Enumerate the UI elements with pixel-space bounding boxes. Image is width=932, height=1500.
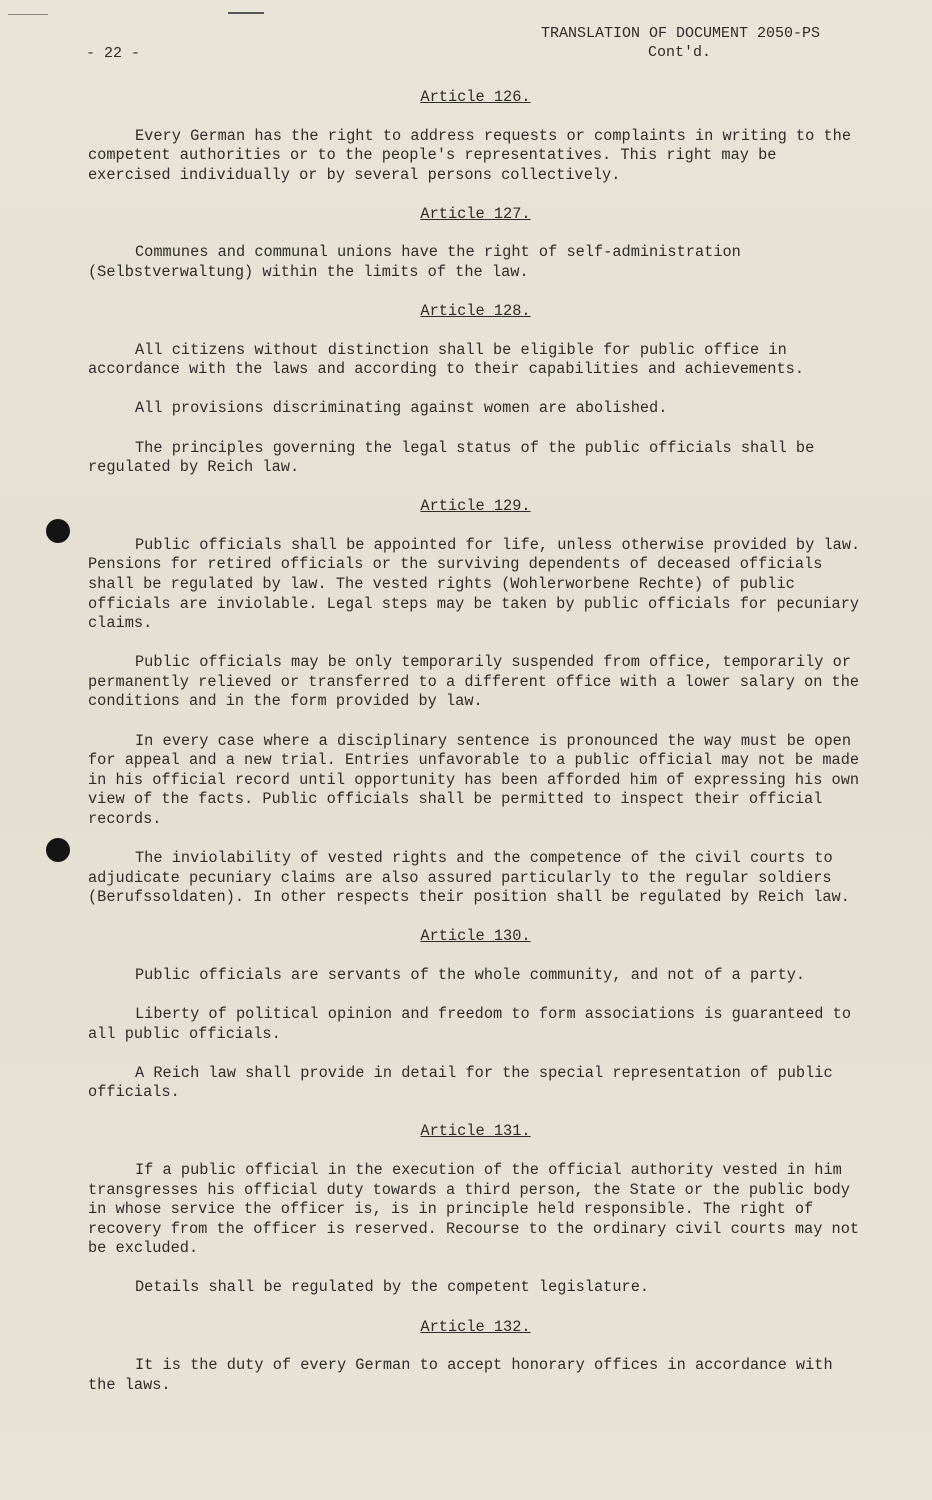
- article-section: [88, 302, 863, 478]
- article-section: [88, 497, 863, 908]
- article-title: Article 126.: [420, 88, 531, 106]
- article-paragraph: All citizens without distinction shall be eligible for public office in accordance with the laws and according to their capabilities and achievements.: [88, 340, 805, 379]
- article-title: Article 128.: [420, 302, 531, 321]
- article-paragraph: Public officials shall be appointed for life, unless otherwise provided by law. Pensions for retired officials or the surviving dependents of deceased officials shall be regulated by law. The vested rights (Wohlerworbene Rechte) of public officials are inviolable. Legal steps may be taken by public officials for pecuniary claims.: [88, 535, 861, 633]
- article-paragraph: Communes and communal unions have the right of self-administration (Selbstverwaltung) within the limits of the law.: [88, 243, 741, 282]
- continued-label: Cont'd.: [648, 44, 712, 61]
- article-paragraph: Public officials may be only temporarily suspended from office, temporarily or permanently relieved or transferred to a different office with a lower salary on the conditions and in the form provided by law.: [88, 653, 860, 711]
- article-section: [88, 1122, 863, 1298]
- article-section: [88, 1318, 863, 1396]
- document-header: [541, 24, 820, 62]
- punch-hole: [46, 519, 70, 543]
- document-body: [88, 88, 863, 1415]
- article-paragraph: The inviolability of vested rights and the competence of the civil courts to adjudicate pecuniary claims are also assured particularly to the regular soldiers (Berufssoldaten). In other respects their position shall be regulated by Reich law.: [88, 849, 850, 907]
- article-paragraph: If a public official in the execution of the official authority vested in him transgresses his official duty towards a third person, the State or the public body in whose service the officer is, is in principle held responsible. The right of recovery from the officer is reserved. Recourse to the ordinary civil courts may not be excluded.: [88, 1160, 860, 1258]
- article-paragraph: All provisions discriminating against women are abolished.: [135, 399, 668, 418]
- article-paragraph: A Reich law shall provide in detail for the special representation of public officials.: [88, 1063, 833, 1102]
- page-number: - 22 -: [86, 45, 141, 62]
- scan-mark: [8, 14, 48, 15]
- punch-hole: [46, 838, 70, 862]
- article-paragraph: Public officials are servants of the whole community, and not of a party.: [135, 965, 806, 984]
- article-section: [88, 88, 863, 185]
- article-section: [88, 205, 863, 283]
- article-paragraph: Liberty of political opinion and freedom to form associations is guaranteed to all public officials.: [88, 1005, 852, 1043]
- article-paragraph: Details shall be regulated by the competent legislature.: [135, 1278, 650, 1297]
- article-title: Article 129.: [420, 497, 531, 516]
- article-title: Article 131.: [420, 1122, 531, 1141]
- document-title: TRANSLATION OF DOCUMENT 2050-PS: [541, 25, 821, 42]
- article-paragraph: Every German has the right to address requests or complaints in writing to the competent authorities or to the people's representatives. This right may be exercised individually or by several persons collectively.: [88, 126, 852, 184]
- scan-mark: [228, 12, 264, 14]
- article-paragraph: The principles governing the legal status of the public officials shall be regulated by Reich law.: [88, 438, 815, 477]
- article-title: Article 132.: [420, 1317, 531, 1336]
- article-title: Article 130.: [420, 927, 531, 946]
- article-section: [88, 927, 863, 1103]
- article-paragraph: It is the duty of every German to accept honorary offices in accordance with the laws.: [88, 1356, 833, 1394]
- article-paragraph: In every case where a disciplinary sentence is pronounced the way must be open for appeal and a new trial. Entries unfavorable to a public official may not be made in his official record until opportunity has been afforded him of expressing his own view of the facts. Public officials shall be permitted to inspect their official records.: [88, 731, 860, 828]
- article-title: Article 127.: [420, 204, 531, 223]
